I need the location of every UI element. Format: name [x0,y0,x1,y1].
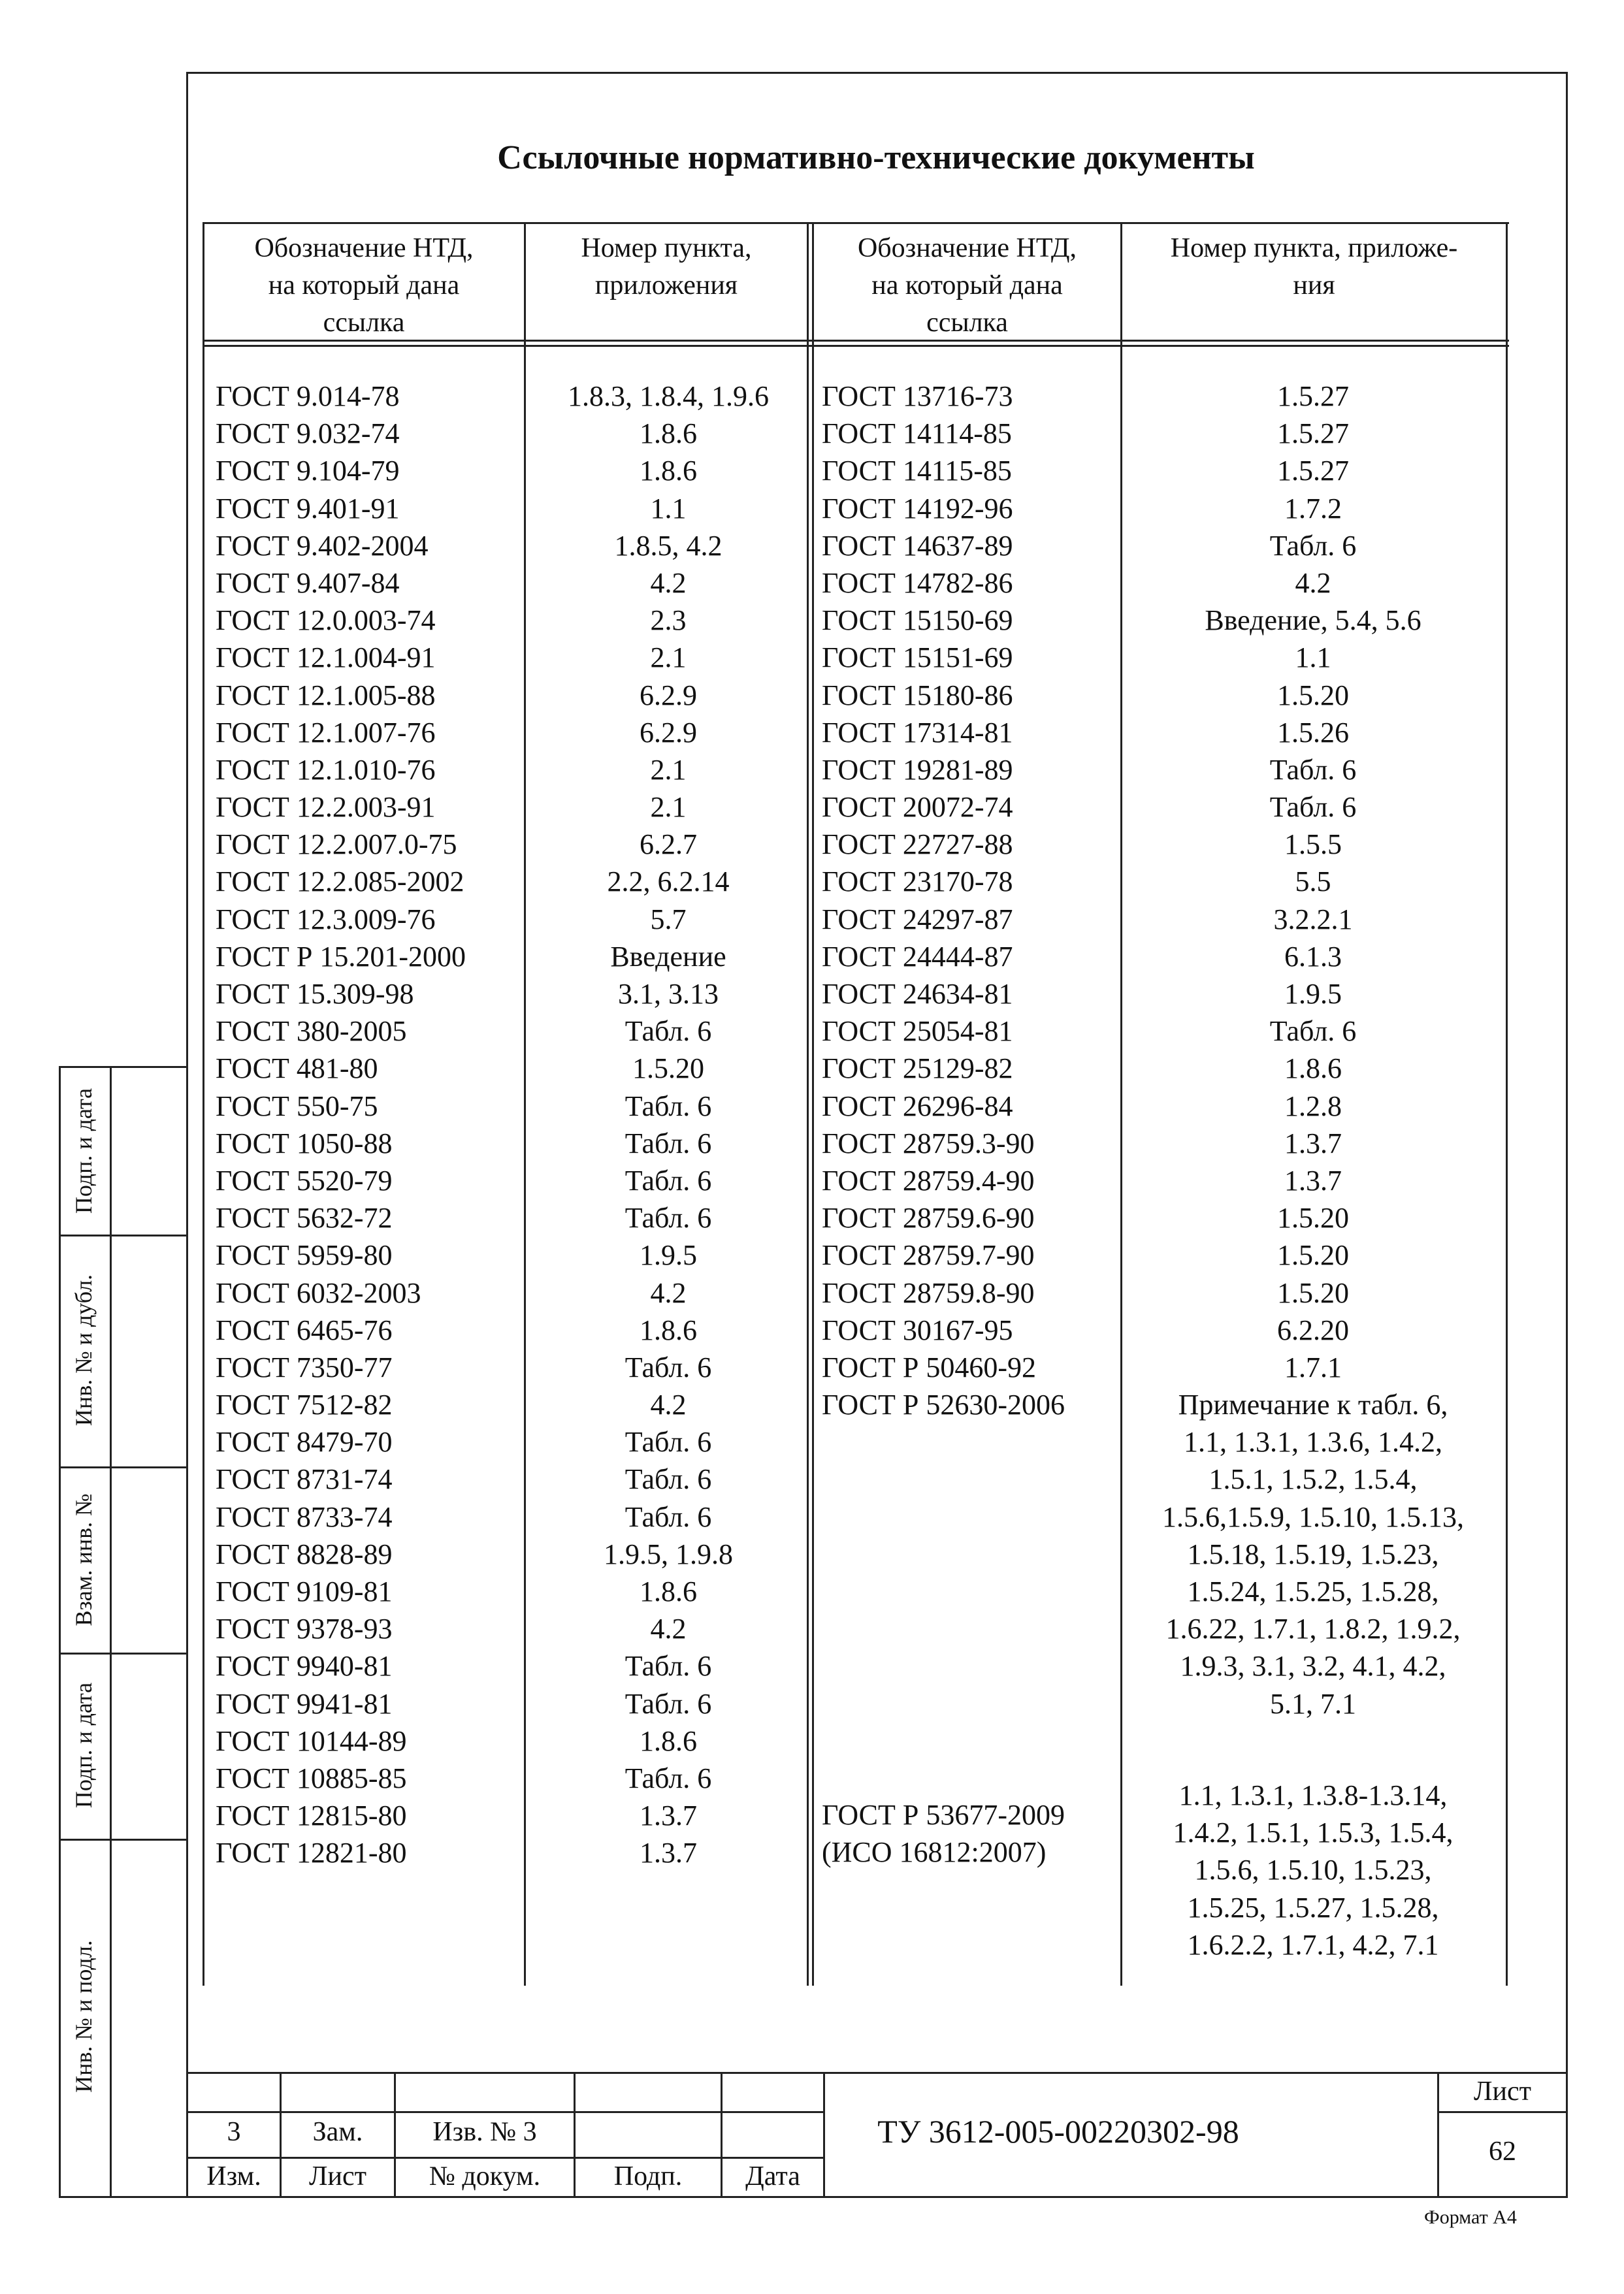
clause-reference: 5.5 [1295,865,1331,898]
ntd-designation: ГОСТ 24297-87 [822,903,1013,935]
clause-reference: 4.2 [650,1613,687,1645]
column-ntd-right [822,378,1116,1423]
clause-reference: 1.8.6 [640,1575,697,1607]
ntd-designation: ГОСТ 25054-81 [822,1015,1013,1048]
clause-reference: 1.1 [1295,641,1331,674]
clause-reference: Табл. 6 [1269,1015,1357,1048]
ntd-designation: ГОСТ 12.1.004-91 [216,641,436,674]
clause-reference: 6.2.7 [640,828,697,861]
ntd-designation: ГОСТ 380-2005 [216,1015,407,1048]
ntd-designation-line: ГОСТ Р 53677-2009 [822,1799,1065,1831]
frame-top-border [186,72,1566,74]
ntd-designation: ГОСТ 9.104-79 [216,455,400,487]
title-block-line [186,2111,823,2113]
clause-reference: 2.3 [650,604,687,637]
table-top-line [203,222,1509,224]
ntd-designation: ГОСТ 30167-95 [822,1314,1013,1346]
clause-reference: 3.2.2.1 [1273,903,1353,935]
ntd-designation: ГОСТ 9941-81 [216,1687,393,1720]
clause-reference-line: 1.5.18, 1.5.19, 1.5.23, [1187,1538,1439,1570]
ntd-designation: ГОСТ 9.401-91 [216,492,400,525]
gost-53677-designation [822,1796,1065,1871]
clause-reference: Табл. 6 [625,1351,712,1383]
clause-reference: 1.5.20 [1277,1239,1349,1272]
ntd-designation: ГОСТ 12815-80 [216,1800,407,1832]
ntd-designation: ГОСТ 26296-84 [822,1090,1013,1122]
ntd-designation: ГОСТ 12.2.003-91 [216,791,436,824]
ntd-designation: ГОСТ 28759.4-90 [822,1164,1035,1197]
ntd-designation: ГОСТ 14782-86 [822,566,1013,599]
clause-reference: 1.7.2 [1284,492,1342,525]
ntd-designation: ГОСТ 15.309-98 [216,978,414,1010]
table-col-line-double [812,222,814,1986]
sheet-number: 62 [1489,2137,1516,2167]
header-line: приложения [594,270,738,300]
ntd-designation-line: (ИСО 16812:2007) [822,1836,1047,1869]
clause-reference: 1.8.5, 4.2 [614,529,723,562]
ntd-designation: ГОСТ 14115-85 [822,455,1012,487]
clause-reference: 1.2.8 [1284,1090,1342,1122]
clause-reference: Табл. 6 [625,1687,712,1720]
clause-reference: 3.1, 3.13 [618,978,719,1010]
clause-reference-line: Примечание к табл. 6, [1178,1389,1448,1421]
clause-reference: 1.9.5 [1284,978,1342,1010]
clause-reference: 6.1.3 [1284,940,1342,973]
clause-reference: 1.8.6 [640,1314,697,1346]
strip-line [59,1466,186,1468]
ntd-designation: ГОСТ 14192-96 [822,492,1013,525]
clause-reference: Табл. 6 [625,1500,712,1533]
ntd-designation: ГОСТ 28759.3-90 [822,1127,1035,1159]
ntd-designation: ГОСТ 15180-86 [822,679,1013,711]
title-block-line [1437,2111,1566,2113]
ntd-designation: ГОСТ 9378-93 [216,1613,393,1645]
ntd-designation: ГОСТ 9.402-2004 [216,529,429,562]
side-label-inv-original: Инв. № и подл. [71,1940,97,2093]
header-sheet: Лист [309,2161,366,2191]
ntd-designation: ГОСТ 22727-88 [822,828,1013,861]
ntd-designation: ГОСТ 25129-82 [822,1052,1013,1085]
clause-reference: Табл. 6 [625,1202,712,1235]
table-col-line [1120,222,1122,1986]
clause-reference: Табл. 6 [625,1090,712,1122]
side-label-inv-duplicate: Инв. № и дубл. [71,1274,97,1427]
ntd-designation: ГОСТ 10144-89 [216,1724,407,1757]
clause-reference-line: 1.5.6, 1.5.10, 1.5.23, [1194,1854,1432,1886]
clause-reference: 1.8.6 [640,417,697,450]
clause-reference: Табл. 6 [1269,753,1357,786]
ntd-designation: ГОСТ 5959-80 [216,1239,393,1272]
clause-reference: 1.5.27 [1277,380,1349,412]
ntd-designation: ГОСТ 9.014-78 [216,380,400,412]
clause-reference: 5.7 [650,903,687,935]
clause-reference-line: 1.6.22, 1.7.1, 1.8.2, 1.9.2, [1165,1613,1461,1645]
clause-reference-line: 1.6.2.2, 1.7.1, 4.2, 7.1 [1187,1928,1439,1961]
clause-reference: Табл. 6 [625,1015,712,1048]
clause-reference: 1.8.3, 1.8.4, 1.9.6 [568,380,769,412]
ntd-designation: ГОСТ 12.1.007-76 [216,716,436,749]
clause-reference: 1.8.6 [1284,1052,1342,1085]
ntd-designation: ГОСТ 7512-82 [216,1389,393,1421]
change-type: Зам. [312,2117,363,2147]
frame-bottom-border [59,2196,1568,2198]
clause-reference: Табл. 6 [1269,529,1357,562]
title-block-line [186,2072,1566,2074]
ntd-designation: ГОСТ Р 52630-2006 [822,1389,1065,1421]
ntd-designation: ГОСТ 28759.8-90 [822,1276,1035,1309]
gost-53677-clauses [1124,1777,1502,1963]
table-col-line [524,222,526,1986]
ntd-designation: ГОСТ 481-80 [216,1052,378,1085]
header-line: ссылка [323,308,405,338]
page-title: Ссылочные нормативно-технические документы [497,139,1255,176]
clause-reference-line: 1.4.2, 1.5.1, 1.5.3, 1.5.4, [1173,1817,1453,1849]
header-ntd-left [204,230,524,342]
ntd-designation: ГОСТ 12.2.007.0-75 [216,828,457,861]
ntd-designation: ГОСТ 9109-81 [216,1575,393,1607]
ntd-designation: ГОСТ 12.1.005-88 [216,679,436,711]
clause-reference-line: 1.1, 1.3.1, 1.3.6, 1.4.2, [1184,1426,1442,1459]
header-signature: Подп. [613,2161,683,2191]
ntd-designation: ГОСТ 23170-78 [822,865,1013,898]
clause-reference: Табл. 6 [625,1127,712,1159]
ntd-designation: ГОСТ 20072-74 [822,791,1013,824]
clause-reference: 1.5.20 [1277,679,1349,711]
ntd-designation: ГОСТ 9940-81 [216,1650,393,1683]
side-label-signature-date: Подп. и дата [71,1088,97,1214]
ntd-designation: ГОСТ 6032-2003 [216,1276,421,1309]
clause-reference: Введение [610,940,726,973]
clause-reference: Табл. 6 [1269,791,1357,824]
ntd-designation: ГОСТ Р 15.201-2000 [216,940,466,973]
ntd-designation: ГОСТ 8828-89 [216,1538,393,1570]
ntd-designation: ГОСТ 12.3.009-76 [216,903,436,935]
side-label-interchange-inv: Взам. инв. № [71,1493,97,1626]
frame-left-border [186,72,188,2196]
ntd-designation: ГОСТ 6465-76 [216,1314,393,1346]
ntd-designation: ГОСТ 13716-73 [822,380,1013,412]
clause-reference-line: 1.5.25, 1.5.27, 1.5.28, [1187,1891,1439,1924]
clause-reference-line: 1.5.6,1.5.9, 1.5.10, 1.5.13, [1162,1500,1464,1533]
clause-reference: 4.2 [1295,566,1331,599]
ntd-designation: ГОСТ 15151-69 [822,641,1013,674]
ntd-designation: ГОСТ 8479-70 [216,1426,393,1459]
clause-reference: Табл. 6 [625,1650,712,1683]
clause-reference: 1.8.6 [640,1724,697,1757]
clause-reference: Табл. 6 [625,1463,712,1496]
clause-reference: 6.2.9 [640,716,697,749]
sheet-label: Лист [1474,2076,1531,2107]
revision-number: 3 [227,2117,241,2147]
header-line: Номер пункта, приложе- [1170,233,1458,263]
clause-reference: 2.2, 6.2.14 [607,865,730,898]
ntd-designation: ГОСТ 24634-81 [822,978,1013,1010]
header-date: Дата [745,2161,800,2191]
table-col-line [203,222,204,1986]
header-clause-right [1122,230,1506,304]
clause-reference: 6.2.20 [1277,1314,1349,1346]
ntd-designation: ГОСТ 14637-89 [822,529,1013,562]
ntd-designation: ГОСТ 9.032-74 [216,417,400,450]
clause-reference: 2.1 [650,641,687,674]
table-header-line-double [203,345,1509,347]
header-line: ссылка [926,308,1008,338]
ntd-designation: ГОСТ 12821-80 [216,1837,407,1869]
ntd-designation: ГОСТ 8731-74 [216,1463,393,1496]
gost-52630-clauses [1124,1386,1502,1722]
column-clause-left [528,378,809,1872]
header-clause-left [526,230,807,304]
clause-reference: 1.9.5 [640,1239,697,1272]
clause-reference-line: 1.1, 1.3.1, 1.3.8-1.3.14, [1178,1779,1448,1811]
header-line: Обозначение НТД, [857,233,1077,263]
ntd-designation: ГОСТ 1050-88 [216,1127,393,1159]
clause-reference: 1.5.27 [1277,455,1349,487]
strip-line [59,1839,186,1841]
ntd-designation: ГОСТ 19281-89 [822,753,1013,786]
ntd-designation: ГОСТ 10885-85 [216,1762,407,1794]
clause-reference: Введение, 5.4, 5.6 [1205,604,1421,637]
clause-reference: 4.2 [650,1389,687,1421]
clause-reference: 2.1 [650,791,687,824]
ntd-designation: ГОСТ 5632-72 [216,1202,393,1235]
clause-reference-line: 1.9.3, 3.1, 3.2, 4.1, 4.2, [1180,1650,1446,1683]
table-col-line [1506,222,1508,1986]
header-line: Номер пункта, [581,233,752,263]
header-ntd-right [814,230,1120,342]
ntd-designation: ГОСТ 28759.7-90 [822,1239,1035,1272]
ntd-designation: ГОСТ 24444-87 [822,940,1013,973]
clause-reference: 1.3.7 [1284,1164,1342,1197]
ntd-designation: ГОСТ 15150-69 [822,604,1013,637]
document-code: ТУ 3612-005-00220302-98 [877,2113,1239,2150]
ntd-designation: ГОСТ 5520-79 [216,1164,393,1197]
ntd-designation: ГОСТ 550-75 [216,1090,378,1122]
clause-reference: 1.5.20 [632,1052,704,1085]
header-line: Обозначение НТД, [254,233,474,263]
clause-reference: 1.8.6 [640,455,697,487]
ntd-designation: ГОСТ 8733-74 [216,1500,393,1533]
clause-reference: 1.3.7 [640,1837,697,1869]
header-line: на который дана [871,270,1063,300]
header-line: ния [1293,270,1335,300]
ntd-designation: ГОСТ 7350-77 [216,1351,393,1383]
column-ntd-left [216,378,516,1872]
column-clause-right [1124,378,1502,1423]
ntd-designation: ГОСТ 17314-81 [822,716,1013,749]
clause-reference: 1.5.26 [1277,716,1349,749]
clause-reference: 1.5.20 [1277,1276,1349,1309]
clause-reference: 1.3.7 [1284,1127,1342,1159]
clause-reference: 1.1 [650,492,687,525]
clause-reference-line: 1.5.24, 1.5.25, 1.5.28, [1187,1575,1439,1607]
clause-reference: Табл. 6 [625,1426,712,1459]
clause-reference-line: 5.1, 7.1 [1270,1687,1356,1720]
ntd-designation: ГОСТ 12.2.085-2002 [216,865,464,898]
ntd-designation: ГОСТ Р 50460-92 [822,1351,1037,1383]
clause-reference: 1.5.5 [1284,828,1342,861]
clause-reference: 1.3.7 [640,1800,697,1832]
clause-reference: Табл. 6 [625,1762,712,1794]
clause-reference: 1.5.20 [1277,1202,1349,1235]
strip-line [59,1653,186,1655]
clause-reference: 1.7.1 [1284,1351,1342,1383]
clause-reference: 4.2 [650,1276,687,1309]
ntd-designation: ГОСТ 12.1.010-76 [216,753,436,786]
change-notice: Изв. № 3 [432,2117,537,2147]
clause-reference: 6.2.9 [640,679,697,711]
ntd-designation: ГОСТ 9.407-84 [216,566,400,599]
ntd-designation: ГОСТ 28759.6-90 [822,1202,1035,1235]
format-label: Формат А4 [1424,2206,1517,2228]
header-document-number: № докум. [429,2161,541,2191]
ntd-designation: ГОСТ 12.0.003-74 [216,604,436,637]
ntd-designation: ГОСТ 14114-85 [822,417,1012,450]
side-label-signature-date: Подп. и дата [71,1682,97,1809]
clause-reference: Табл. 6 [625,1164,712,1197]
frame-right-border [1566,72,1568,2196]
clause-reference-line: 1.5.1, 1.5.2, 1.5.4, [1209,1463,1418,1496]
title-block-line [186,2157,823,2159]
clause-reference: 1.5.27 [1277,417,1349,450]
header-line: на который дана [268,270,460,300]
clause-reference: 4.2 [650,566,687,599]
clause-reference: 1.9.5, 1.9.8 [604,1538,733,1570]
header-revision: Изм. [206,2161,261,2191]
clause-reference: 2.1 [650,753,687,786]
